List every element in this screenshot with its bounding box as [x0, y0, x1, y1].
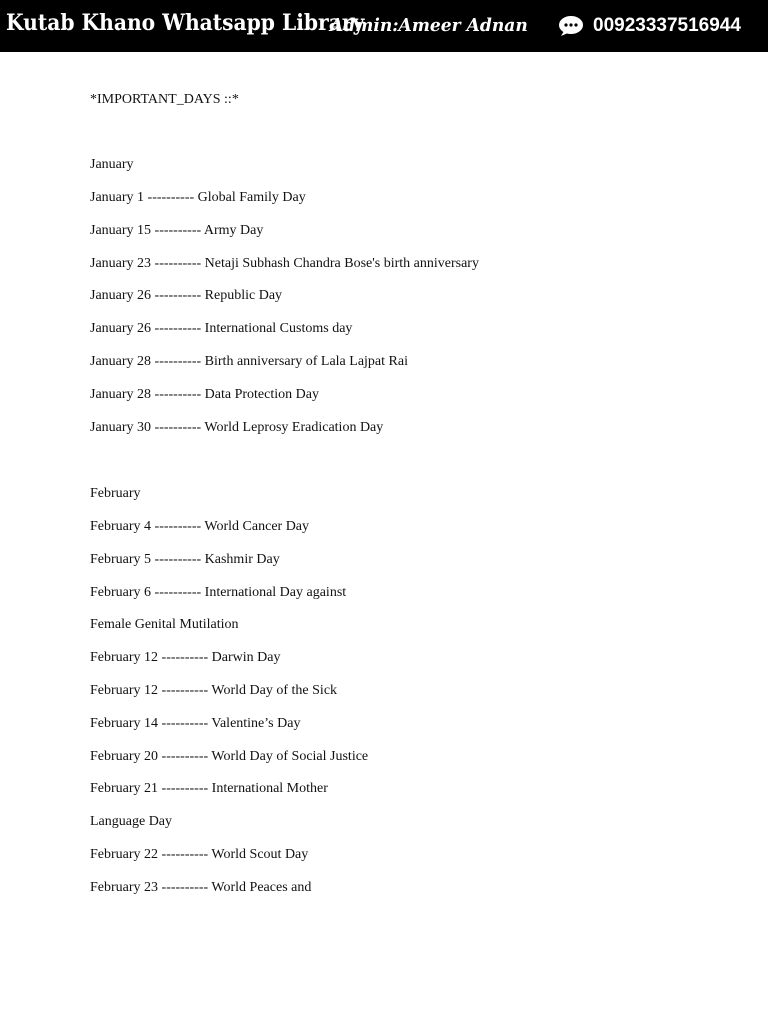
- list-item: February 12 ---------- World Day of the Sick: [90, 683, 338, 698]
- list-item: January 30 ---------- World Leprosy Eradication Day: [90, 420, 384, 435]
- list-item: February 22 ---------- World Scout Day: [90, 847, 309, 862]
- whatsapp-chat-icon: [558, 15, 584, 37]
- month-heading-february: February: [90, 486, 141, 501]
- list-item: February 6 ---------- International Day against: [90, 585, 347, 600]
- list-item: Female Genital Mutilation: [90, 617, 239, 632]
- list-item: January 1 ---------- Global Family Day: [90, 190, 306, 205]
- library-title: Kutab Khano Whatsapp Library: [6, 10, 365, 36]
- list-item: January 26 ---------- International Customs day: [90, 321, 353, 336]
- admin-label: Admin:Ameer Adnan: [330, 15, 528, 36]
- list-item: Language Day: [90, 814, 173, 829]
- list-item: February 20 ---------- World Day of Social Justice: [90, 749, 369, 764]
- phone-number: 00923337516944: [593, 15, 741, 36]
- list-item: January 15 ---------- Army Day: [90, 223, 264, 238]
- list-item: February 23 ---------- World Peaces and: [90, 880, 312, 895]
- list-item: January 28 ---------- Birth anniversary of Lala Lajpat Rai: [90, 354, 408, 369]
- list-item: January 28 ---------- Data Protection Day: [90, 387, 319, 402]
- header-banner: [0, 0, 768, 52]
- list-item: February 12 ---------- Darwin Day: [90, 650, 281, 665]
- list-item: February 21 ---------- International Mother: [90, 781, 328, 796]
- list-item: January 23 ---------- Netaji Subhash Chandra Bose's birth anniversary: [90, 256, 479, 271]
- document-heading: *IMPORTANT_DAYS ::*: [90, 92, 239, 107]
- list-item: February 5 ---------- Kashmir Day: [90, 552, 280, 567]
- list-item: January 26 ---------- Republic Day: [90, 288, 283, 303]
- list-item: February 14 ---------- Valentine’s Day: [90, 716, 301, 731]
- list-item: February 4 ---------- World Cancer Day: [90, 519, 310, 534]
- month-heading-january: January: [90, 157, 134, 172]
